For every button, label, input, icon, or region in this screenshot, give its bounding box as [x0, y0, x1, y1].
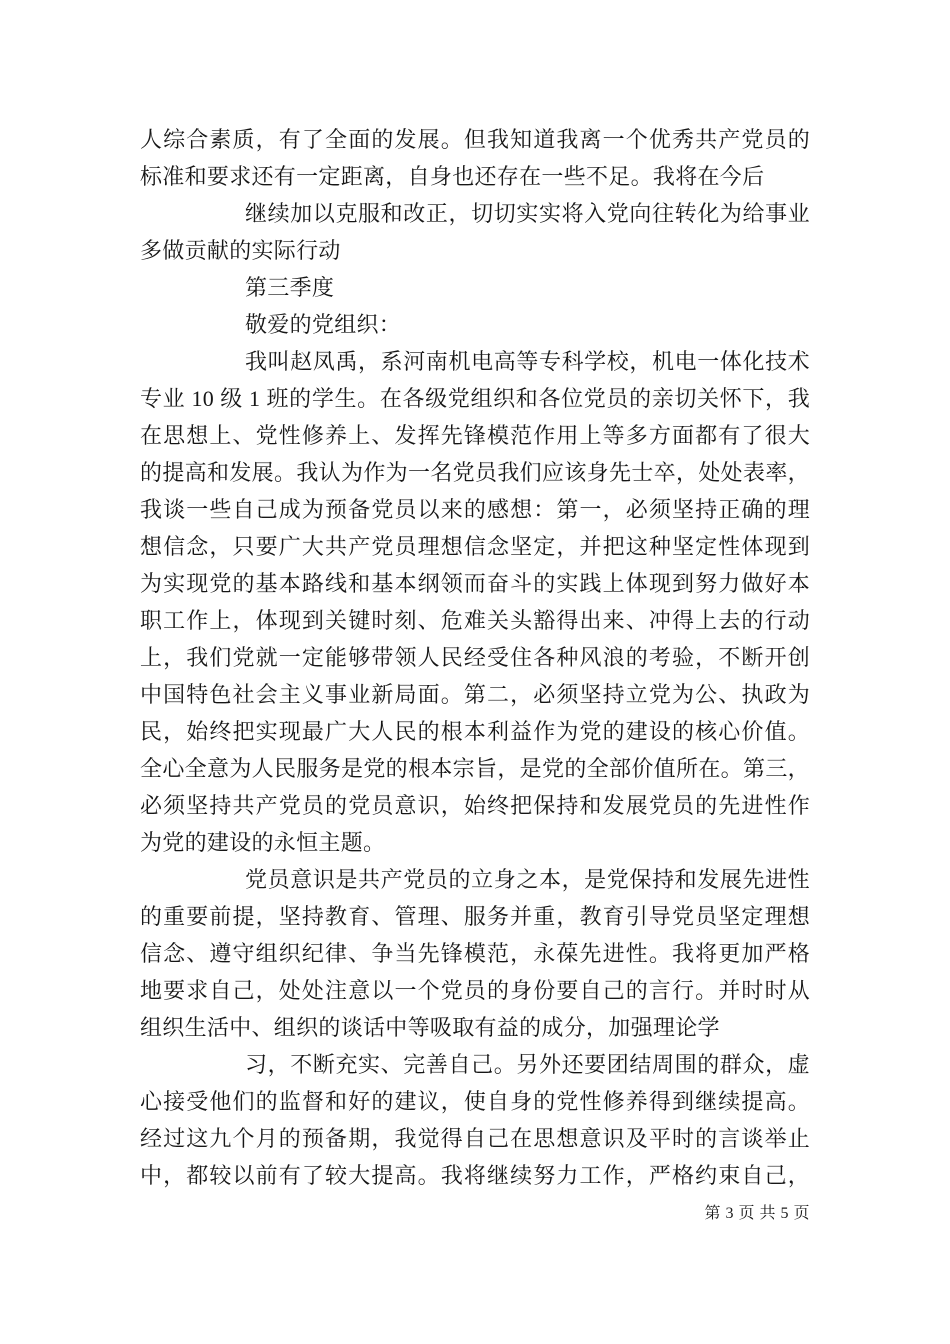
text-line: 经过这九个月的预备期，我觉得自己在思想意识及平时的言谈举止	[140, 1126, 810, 1151]
page-number-footer: 第 3 页 共 5 页	[704, 1205, 810, 1222]
text-line: 在思想上、党性修养上、发挥先锋模范作用上等多方面都有了很大	[140, 423, 810, 448]
text-line: 组织生活中、组织的谈话中等吸取有益的成分，加强理论学	[140, 1015, 720, 1040]
text-line: 为党的建设的永恒主题。	[140, 830, 386, 855]
text-line: 专业 10 级 1 班的学生。在各级党组织和各位党员的亲切关怀下，我	[140, 386, 810, 411]
text-line: 必须坚持共产党员的党员意识，始终把保持和发展党员的先进性作	[140, 793, 810, 818]
text-line: 多做贡献的实际行动	[140, 238, 341, 263]
text-line: 想信念，只要广大共产党员理想信念坚定，并把这种坚定性体现到	[140, 534, 810, 559]
document-body	[140, 121, 810, 1194]
text-line: 敬爱的党组织：	[245, 312, 402, 337]
text-line: 民，始终把实现最广大人民的根本利益作为党的建设的核心价值。	[140, 719, 810, 744]
text-line: 第三季度	[245, 275, 335, 300]
text-line: 心接受他们的监督和好的建议，使自身的党性修养得到继续提高。	[140, 1089, 810, 1114]
text-line: 的重要前提，坚持教育、管理、服务并重，教育引导党员坚定理想	[140, 904, 810, 929]
text-line: 党员意识是共产党员的立身之本，是党保持和发展先进性	[245, 867, 810, 892]
text-line: 上，我们党就一定能够带领人民经受住各种风浪的考验，不断开创	[140, 645, 810, 670]
text-line: 继续加以克服和改正，切切实实将入党向往转化为给事业	[245, 201, 810, 226]
text-line: 全心全意为人民服务是党的根本宗旨，是党的全部价值所在。第三，	[140, 756, 810, 781]
text-line: 习，不断充实、完善自己。另外还要团结周围的群众，虚	[245, 1052, 810, 1077]
text-line: 我谈一些自己成为预备党员以来的感想：第一，必须坚持正确的理	[140, 497, 810, 522]
text-line: 标准和要求还有一定距离，自身也还存在一些不足。我将在今后	[140, 164, 765, 189]
text-line: 的提高和发展。我认为作为一名党员我们应该身先士卒，处处表率，	[140, 460, 810, 485]
text-line: 职工作上，体现到关键时刻、危难关头豁得出来、冲得上去的行动	[140, 608, 810, 633]
text-line: 为实现党的基本路线和基本纲领而奋斗的实践上体现到努力做好本	[140, 571, 810, 596]
text-line: 中国特色社会主义事业新局面。第二，必须坚持立党为公、执政为	[140, 682, 810, 707]
text-line: 信念、遵守组织纪律、争当先锋模范，永葆先进性。我将更加严格	[140, 941, 810, 966]
text-line: 地要求自己，处处注意以一个党员的身份要自己的言行。并时时从	[140, 978, 810, 1003]
text-line: 人综合素质，有了全面的发展。但我知道我离一个优秀共产党员的	[140, 127, 810, 152]
text-line: 中，都较以前有了较大提高。我将继续努力工作，严格约束自己，	[140, 1163, 810, 1188]
text-line: 我叫赵凤禹，系河南机电高等专科学校，机电一体化技术	[245, 349, 810, 374]
